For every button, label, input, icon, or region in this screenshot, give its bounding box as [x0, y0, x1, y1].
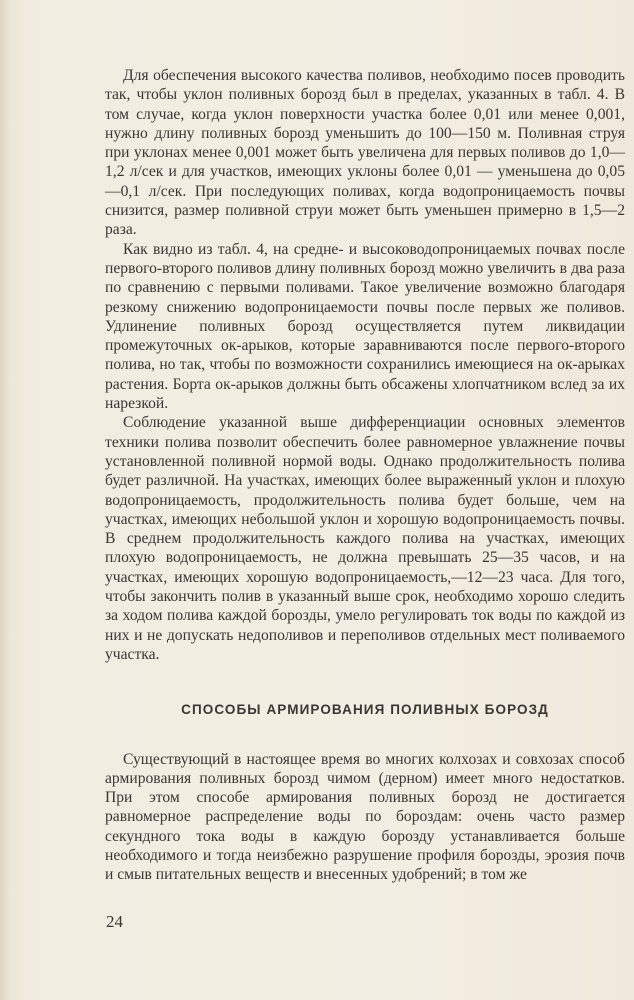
page-edge-shadow	[0, 0, 10, 1000]
paragraph: Существующий в настоящее время во многих колхозах и совхозах способ армирования поливных борозд чимом (дерном) имеет много недостатков. При этом способе армирования поливных борозд не достигается равномерное распределение воды по бороздам: очень часто размер секундного тока воды в каждую борозду устанавливается больше необходимого и тогда неизбежно разрушение профиля борозды, эрозия почв и смыв питательных веществ и внесенных удобрений; в том же	[105, 750, 625, 884]
paragraph: Соблюдение указанной выше дифференциации основных элементов техники полива позволит обеспечить более равномерное увлажнение почвы установленной поливной нормой воды. Однако продолжительность полива будет различной. На участках, имеющих более выраженный уклон и плохую водопроницаемость, продолжительность полива будет больше, чем на участках, имеющих небольшой уклон и хорошую водопроницаемость почвы. В среднем продолжительность каждого полива на участках, имеющих плохую водопроницаемость, не должна превышать 25—35 часов, и на участках, имеющих хорошую водопроницаемость,—12—23 часа. Для того, чтобы закончить полив в указанный выше срок, необходимо хорошо следить за ходом полива каждой борозды, умело регулировать ток воды по каждой из них и не допускать недополивов и переполивов отдельных мест поливаемого участка.	[105, 414, 625, 663]
paragraph: Как видно из табл. 4, на средне- и высоководопроницаемых почвах после первого-второго поливов длину поливных борозд можно увеличить в два раза по сравнению с первыми поливами. Такое увеличение возможно благодаря резкому снижению водопроницаемости почвы после первых же поливов. Удлинение поливных борозд осуществляется путем ликвидации промежуточных ок-арыков, которые заравниваются после первого-второго полива, но так, чтобы по возможности сохранились имеющиеся на ок-арыках растения. Борта ок-арыков должны быть обсажены хлопчатником вслед за их нарезкой.	[105, 240, 625, 413]
paragraph: Для обеспечения высокого качества поливов, необходимо посев проводить так, чтобы уклон поливных борозд был в пределах, указанных в табл. 4. В том случае, когда уклон поверхности участка более 0,01 или менее 0,001, нужно длину поливных борозд уменьшить до 100—150 м. Поливная струя при уклонах менее 0,001 может быть увеличена для первых поливов до 1,0—1,2 л/сек и для участков, имеющих уклоны более 0,01 — уменьшена до 0,05—0,1 л/сек. При последующих поливах, когда водопроницаемость почвы снизится, размер поливной струи может быть уменьшен примерно в 1,5—2 раза.	[105, 67, 625, 239]
body-text	[105, 66, 625, 885]
section-heading: СПОСОБЫ АРМИРОВАНИЯ ПОЛИВНЫХ БОРОЗД	[181, 702, 549, 718]
page-number: 24	[106, 912, 123, 931]
